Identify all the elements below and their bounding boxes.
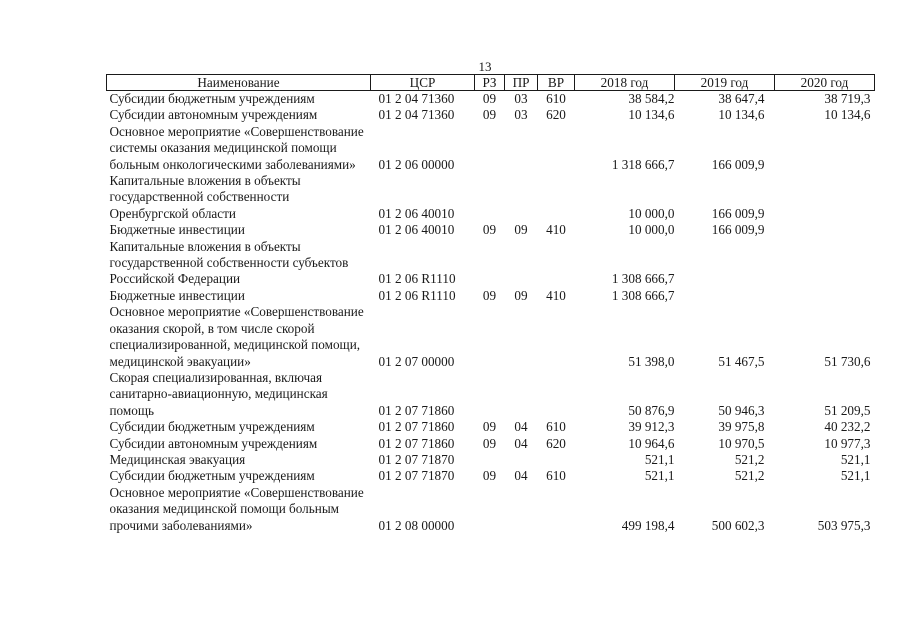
cell-name: Капитальные вложения в объекты государственной собственности Оренбургской области bbox=[109, 173, 301, 221]
table-row bbox=[107, 436, 875, 452]
cell-csr: 01 2 07 71870 bbox=[378, 451, 455, 467]
cell-name: Субсидии бюджетным учреждениям bbox=[109, 468, 315, 484]
cell-csr: 01 2 04 71360 bbox=[378, 107, 455, 123]
cell-csr: 01 2 06 40010 bbox=[378, 222, 455, 238]
cell-name: Бюджетные инвестиции bbox=[109, 287, 245, 303]
cell-y1: 1 308 666,7 bbox=[611, 271, 675, 287]
header-pr: ПР bbox=[505, 75, 538, 91]
table-row bbox=[107, 239, 875, 288]
cell-pr: 04 bbox=[514, 468, 528, 484]
cell-y3 bbox=[775, 222, 875, 238]
cell-rz: 09 bbox=[482, 419, 497, 435]
cell-y2: 50 946,3 bbox=[718, 402, 765, 418]
cell-pr bbox=[505, 452, 538, 468]
cell-y2 bbox=[675, 239, 775, 288]
cell-pr bbox=[505, 124, 538, 173]
table-body bbox=[107, 91, 875, 534]
table-row bbox=[107, 173, 875, 222]
cell-rz bbox=[475, 485, 505, 534]
cell-pr: 09 bbox=[514, 222, 528, 238]
cell-vr: 610 bbox=[546, 419, 566, 435]
cell-y2: 166 009,9 bbox=[711, 205, 765, 221]
cell-y3: 51 730,6 bbox=[824, 353, 871, 369]
cell-rz: 09 bbox=[482, 222, 497, 238]
cell-vr bbox=[538, 239, 575, 288]
cell-y1: 10 134,6 bbox=[628, 107, 675, 123]
cell-csr: 01 2 07 00000 bbox=[378, 353, 455, 369]
cell-y2: 521,2 bbox=[734, 468, 765, 484]
table-row bbox=[107, 124, 875, 173]
cell-y3: 40 232,2 bbox=[824, 419, 871, 435]
cell-pr: 09 bbox=[514, 287, 528, 303]
cell-y2: 521,2 bbox=[734, 451, 765, 467]
cell-pr bbox=[505, 304, 538, 370]
cell-vr: 610 bbox=[546, 468, 566, 484]
cell-y1: 1 318 666,7 bbox=[611, 156, 675, 172]
cell-rz bbox=[475, 173, 505, 222]
cell-pr bbox=[505, 370, 538, 419]
cell-y3: 51 209,5 bbox=[824, 402, 871, 418]
cell-y2: 10 970,5 bbox=[718, 435, 765, 451]
cell-rz bbox=[475, 124, 505, 173]
cell-name: Субсидии автономным учреждениям bbox=[109, 107, 318, 123]
cell-pr bbox=[505, 173, 538, 222]
cell-y3 bbox=[775, 288, 875, 304]
cell-y1: 39 912,3 bbox=[628, 419, 675, 435]
table-row bbox=[107, 288, 875, 304]
cell-csr: 01 2 07 71870 bbox=[378, 468, 455, 484]
cell-rz bbox=[475, 239, 505, 288]
cell-pr: 03 bbox=[514, 91, 528, 106]
cell-name: Скорая специализированная, включая санитарно-авиационную, медицинская помощь bbox=[109, 369, 328, 418]
cell-rz bbox=[475, 304, 505, 370]
cell-vr bbox=[538, 370, 575, 419]
cell-y2: 166 009,9 bbox=[711, 156, 765, 172]
cell-pr: 04 bbox=[514, 419, 528, 435]
cell-pr bbox=[505, 239, 538, 288]
table-header-row bbox=[107, 75, 875, 91]
cell-y3 bbox=[775, 239, 875, 288]
cell-pr: 03 bbox=[514, 107, 528, 123]
cell-y1: 10 000,0 bbox=[628, 205, 675, 221]
cell-y3: 10 134,6 bbox=[824, 107, 871, 123]
cell-y2: 10 134,6 bbox=[718, 107, 765, 123]
cell-csr: 01 2 07 71860 bbox=[378, 402, 455, 418]
cell-csr: 01 2 04 71360 bbox=[378, 91, 455, 106]
header-rz: РЗ bbox=[475, 75, 505, 91]
cell-vr bbox=[538, 173, 575, 222]
budget-table bbox=[106, 74, 875, 534]
table-row bbox=[107, 485, 875, 534]
header-vr: ВР bbox=[538, 75, 575, 91]
header-name: Наименование bbox=[107, 75, 371, 91]
cell-y1: 499 198,4 bbox=[621, 517, 675, 533]
cell-name: Субсидии бюджетным учреждениям bbox=[109, 91, 315, 106]
cell-y1: 50 876,9 bbox=[628, 402, 675, 418]
cell-y1: 521,1 bbox=[644, 451, 675, 467]
cell-y2: 500 602,3 bbox=[711, 517, 765, 533]
table-row bbox=[107, 452, 875, 468]
cell-y2: 51 467,5 bbox=[718, 353, 765, 369]
cell-csr: 01 2 06 40010 bbox=[378, 205, 455, 221]
cell-y3: 38 719,3 bbox=[824, 91, 871, 106]
cell-y3 bbox=[775, 124, 875, 173]
cell-csr: 01 2 07 71860 bbox=[378, 419, 455, 435]
cell-rz: 09 bbox=[482, 91, 497, 106]
cell-y2 bbox=[675, 288, 775, 304]
table-row bbox=[107, 304, 875, 370]
cell-y2: 38 647,4 bbox=[718, 91, 765, 106]
cell-name: Основное мероприятие «Совершенствование оказания скорой, в том числе скорой специализированной, медицинской помощи, медицинской эвакуации» bbox=[109, 304, 364, 369]
cell-csr: 01 2 06 R1110 bbox=[378, 287, 456, 303]
cell-y1: 1 308 666,7 bbox=[611, 287, 675, 303]
cell-rz bbox=[475, 370, 505, 419]
header-year-2018: 2018 год bbox=[575, 75, 675, 91]
table-row bbox=[107, 370, 875, 419]
cell-rz: 09 bbox=[482, 435, 497, 451]
cell-rz: 09 bbox=[482, 107, 497, 123]
cell-vr: 620 bbox=[546, 107, 566, 123]
cell-y1: 38 584,2 bbox=[628, 91, 675, 106]
cell-rz: 09 bbox=[482, 468, 497, 484]
cell-y3 bbox=[775, 173, 875, 222]
cell-csr: 01 2 06 R1110 bbox=[378, 271, 456, 287]
cell-name: Бюджетные инвестиции bbox=[109, 222, 245, 238]
cell-pr bbox=[505, 485, 538, 534]
cell-csr: 01 2 07 71860 bbox=[378, 435, 455, 451]
cell-name: Субсидии бюджетным учреждениям bbox=[109, 419, 315, 435]
cell-vr bbox=[538, 452, 575, 468]
cell-name: Субсидии автономным учреждениям bbox=[109, 435, 318, 451]
header-csr: ЦСР bbox=[371, 75, 475, 91]
cell-vr: 610 bbox=[546, 91, 566, 106]
table-row bbox=[107, 91, 875, 108]
cell-name: Медицинская эвакуация bbox=[109, 451, 246, 467]
cell-name: Капитальные вложения в объекты государственной собственности субъектов Российской Федерации bbox=[109, 238, 349, 287]
header-year-2019: 2019 год bbox=[675, 75, 775, 91]
cell-csr: 01 2 06 00000 bbox=[378, 156, 455, 172]
cell-y3: 10 977,3 bbox=[824, 435, 871, 451]
cell-y1: 10 000,0 bbox=[628, 222, 675, 238]
table-row bbox=[107, 222, 875, 238]
page-number: 13 bbox=[478, 59, 492, 74]
cell-pr: 04 bbox=[514, 435, 528, 451]
cell-vr bbox=[538, 304, 575, 370]
cell-vr: 410 bbox=[546, 222, 566, 238]
cell-vr bbox=[538, 124, 575, 173]
cell-name: Основное мероприятие «Совершенствование системы оказания медицинской помощи больным онкологическими заболеваниями» bbox=[109, 123, 364, 172]
cell-rz: 09 bbox=[482, 287, 497, 303]
cell-csr: 01 2 08 00000 bbox=[378, 517, 455, 533]
cell-y1: 521,1 bbox=[644, 468, 675, 484]
cell-y2: 39 975,8 bbox=[718, 419, 765, 435]
cell-y3: 503 975,3 bbox=[817, 517, 871, 533]
header-year-2020: 2020 год bbox=[775, 75, 875, 91]
table-row bbox=[107, 468, 875, 484]
table-row bbox=[107, 107, 875, 123]
cell-y2: 166 009,9 bbox=[711, 222, 765, 238]
table-row bbox=[107, 419, 875, 435]
cell-y1: 51 398,0 bbox=[628, 353, 675, 369]
cell-vr: 410 bbox=[546, 287, 566, 303]
cell-name: Основное мероприятие «Совершенствование оказания медицинской помощи больным прочими заболеваниями» bbox=[109, 484, 364, 533]
cell-y1: 10 964,6 bbox=[628, 435, 675, 451]
cell-rz bbox=[475, 452, 505, 468]
cell-y3: 521,1 bbox=[840, 468, 871, 484]
cell-y3: 521,1 bbox=[840, 451, 871, 467]
cell-vr bbox=[538, 485, 575, 534]
cell-vr: 620 bbox=[546, 435, 566, 451]
